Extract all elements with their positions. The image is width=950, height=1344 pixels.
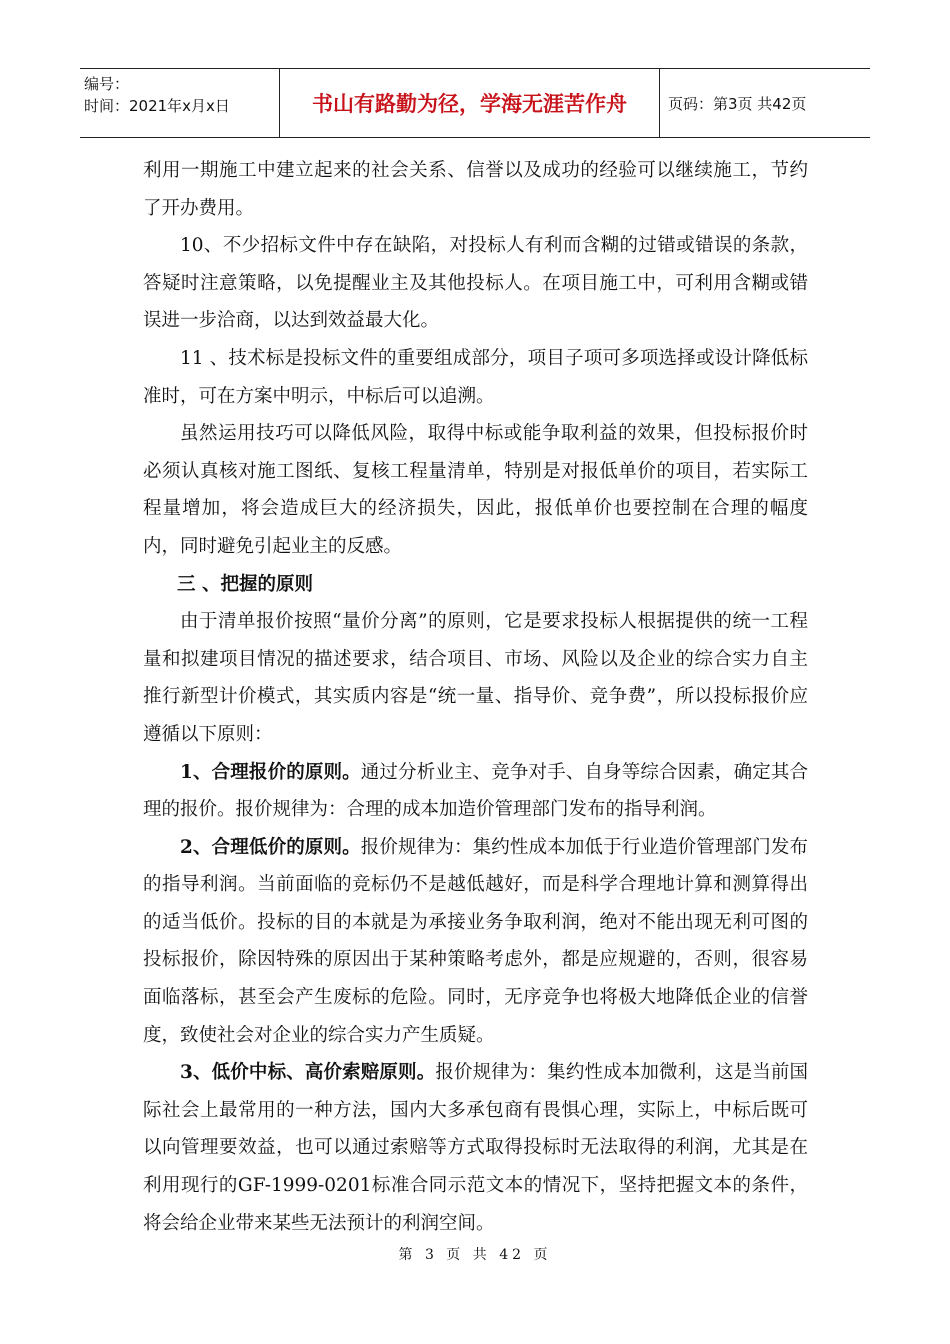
paragraph: 由于清单报价按照“量价分离”的原则，它是要求投标人根据提供的统一工程量和拟建项目情况的描述要求，结合项目、市场、风险以及企业的综合实力自主推行新型计价模式，其实质内容是“统一量、指导价、竞争费”，所以投标报价应遵循以下原则：: [143, 611, 808, 745]
principle-text: 报价规律为：集约性成本加低于行业造价管理部门发布的指导利润。当前面临的竞标仍不是越低越好，而是科学合理地计算和测算得出的适当低价。投标的目的本就是为承接业务争取利润，绝对不能出现无利可图的投标报价，除因特殊的原因出于某种策略考虑外，都是应规避的，否则，很容易面临落标，甚至会产生废标的危险。同时，无序竞争也将极大地降低企业的信誉度，致使社会对企业的综合实力产生质疑。: [143, 836, 808, 1046]
document-body: [143, 152, 808, 1242]
paragraph: 虽然运用技巧可以降低风险，取得中标或能争取利益的效果，但投标报价时必须认真核对施工图纸、复核工程量清单，特别是对报低单价的项目，若实际工程量增加，将会造成巨大的经济损失，因此，报低单价也要控制在合理的幅度内，同时避免引起业主的反感。: [143, 423, 808, 557]
header-motto: 书山有路勤为径，学海无涯苦作舟: [280, 69, 660, 137]
principle-title: 2、合理低价的原则。: [180, 836, 361, 858]
document-number-label: 编号：: [84, 75, 130, 93]
principle-paragraph: [143, 1054, 808, 1242]
principle-text: 报价规律为：集约性成本加微利，这是当前国际社会上最常用的一种方法，国内大多承包商有畏惧心理，实际上，中标后既可以向管理要效益，也可以通过索赔等方式取得投标时无法取得的利润，尤其是在利用现行的GF-1999-0201标准合同示范文本的情况下，坚持把握文本的条件，将会给企业带来某些无法预计的利润空间。: [143, 1062, 808, 1234]
page-footer: 第 3 页 共 42 页: [398, 1247, 552, 1263]
paragraph: 11 、技术标是投标文件的重要组成部分，项目子项可多项选择或设计降低标准时，可在方案中明示，中标后可以追溯。: [143, 347, 808, 407]
principle-paragraph: [143, 754, 808, 829]
page-header: [80, 68, 870, 138]
document-date-label: 时间：2021年x月x日: [84, 97, 230, 115]
header-meta: [80, 69, 280, 137]
principle-paragraph: [143, 829, 808, 1055]
principle-title: 1、合理报价的原则。: [180, 761, 361, 783]
header-page-info: 页码：第3页 共42页: [668, 94, 807, 113]
principle-title: 3、低价中标、高价索赔原则。: [180, 1062, 436, 1084]
section-heading: 三 、把握的原则: [177, 573, 313, 595]
paragraph: 10、不少招标文件中存在缺陷，对投标人有利而含糊的过错或错误的条款，答疑时注意策略，以免提醒业主及其他投标人。在项目施工中，可利用含糊或错误进一步洽商，以达到效益最大化。: [143, 235, 808, 332]
principle-text: 通过分析业主、竞争对手、自身等综合因素，确定其合理的报价。报价规律为：合理的成本加造价管理部门发布的指导利润。: [143, 761, 808, 821]
paragraph: 利用一期施工中建立起来的社会关系、信誉以及成功的经验可以继续施工，节约了开办费用。: [143, 160, 808, 219]
